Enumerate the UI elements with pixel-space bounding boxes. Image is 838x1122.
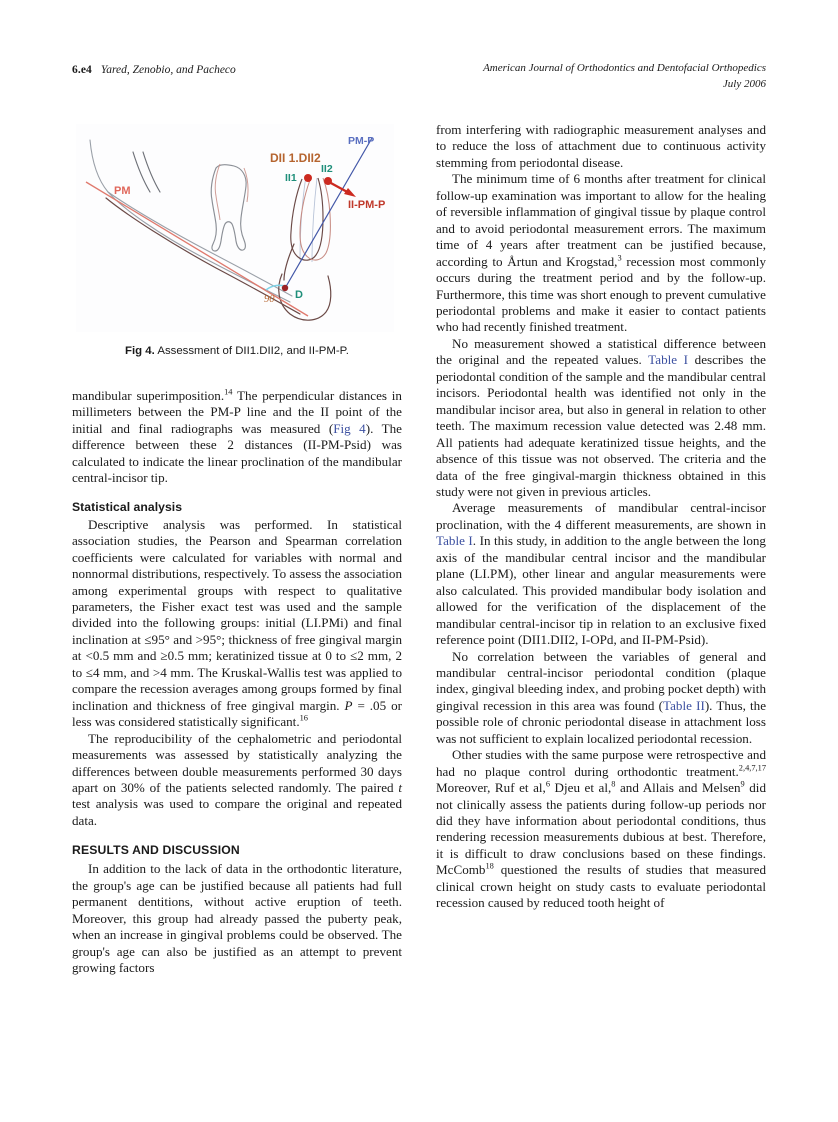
running-head-left xyxy=(72,60,236,78)
subhead-statistical-analysis: Statistical analysis xyxy=(72,499,183,514)
italic-text: t xyxy=(398,779,402,795)
p-reproducibility: The reproducibility of the cephalometric and periodontal measurements was assessed by statistically analyzing the differences between double measurements performed 30 days apart on 30% of the patients selected randomly. The paired t test analysis was used to compare the original and repeated data. xyxy=(72,730,402,828)
page-folio: 6.e4 xyxy=(72,64,92,76)
figure-label-d: D xyxy=(295,289,303,301)
point-d-marker xyxy=(282,285,288,291)
figure-label-pm: PM xyxy=(114,185,131,197)
figure-number: Fig 4. xyxy=(125,345,155,357)
p-descriptive: Descriptive analysis was performed. In statistical association studies, the Pearson and Spearman correlation coefficients were calculated for variables with normal and nonnormal distributions, respectively. To assess the association among experimental groups with respect to qualitative parameters, the Fisher exact test was used and the sample divided into the following groups: initial (LI.PMi) and final inclination at ≤95° and >95°; thickness of free gingival margin at <0.5 mm and ≥0.5 mm; keratinized tissue at 0 to ≤2 mm, 2 to ≤4 mm, and >4 mm. The Kruskal-Wallis test was applied to compare the recession averages among groups formed by final inclination and thickness of free gingival margin. P = .05 or less was considered statistically significant.$^{16}$ xyxy=(72,516,402,730)
running-head xyxy=(72,60,766,104)
p-interfering: from interfering with radiographic measurement analyses and to reduce the loss of attachment due to continuous activity stemming from periodontal disease. xyxy=(436,122,766,170)
cross-reference-link[interactable]: Fig 4 xyxy=(333,420,366,436)
figure-label-ii-pm-p: II-PM-P xyxy=(348,199,386,211)
figure-label-angle: 90 xyxy=(264,294,275,305)
cross-reference-link[interactable]: Table I xyxy=(436,533,473,549)
citation-superscript: 9 xyxy=(740,779,745,789)
cross-reference-link[interactable]: Table I xyxy=(648,352,689,368)
running-head-authors: Yared, Zenobio, and Pacheco xyxy=(100,64,236,76)
left-column xyxy=(72,388,402,977)
section-results-and-discussion: RESULTS AND DISCUSSION xyxy=(72,843,240,858)
figure-label-ii2: II2 xyxy=(321,163,333,175)
p-lack-of-data: In addition to the lack of data in the orthodontic literature, the group's age can be justified because all patients had full permanent dentitions, without active eruption of teeth. Moreover, this group had already passed the puberty peak, when an increase in gingival problems could be observed. The group's age can also be justified as an attempt to prevent growing factors xyxy=(72,861,402,976)
citation-superscript: 3 xyxy=(617,253,622,263)
figure-label-pm-p: PM-P xyxy=(348,135,375,147)
issue-date: July 2006 xyxy=(722,78,766,90)
running-head-right xyxy=(483,60,766,92)
p-no-measurement: No measurement showed a statistical difference between the original and the repeated values. Table I describes the periodontal condition of the sample and the mandibular central incisors. Periodontal health was identified not only in the mandibular incisor area, but also in general in relation to other teeth. The maximum recession value detected was 2.48 mm. All patients had adequate keratinized tissue heights, and the absence of this tissue was not observed. The criteria and the data of the free gingival-margin thickness obtained in this study were not given in previous articles. xyxy=(436,335,766,499)
figure-caption-text: Assessment of DII1.DII2, and II-PM-P. xyxy=(157,345,349,357)
citation-superscript: 6 xyxy=(545,779,551,789)
p-no-correlation: No correlation between the variables of general and mandibular central-incisor periodontal condition (plaque index, gingival bleeding index, and probing pocket depth) with gingival recession in this area was found (Table II). Thus, the possible role of chronic periodontal disease in attachment loss was not sufficient to explain localized periodontal recession. xyxy=(436,648,767,746)
journal-title: American Journal of Orthodontics and Dentofacial Orthopedics xyxy=(483,62,766,74)
p-average-measurements: Average measurements of mandibular central-incisor proclination, with the 4 different measurements, are shown in Table I. In this study, in addition to the angle between the long axis of the mandibular central incisor and the mandibular plane (LI.PM), other linear and angular measurements were also calculated. This provided mandibular body isolation and allowed for the verification of the displacement of the mandibular central-incisor tip in relation to an exclusive fixed reference point (DII1.DII2, I-OPd, and II-PM-Psid). xyxy=(436,500,766,648)
figure-4 xyxy=(72,124,402,359)
italic-text: P xyxy=(344,697,353,713)
cephalometric-tracing-image xyxy=(76,124,394,332)
figure-label-dii: DII 1.DII2 xyxy=(270,151,321,165)
citation-superscript: 16 xyxy=(299,713,308,723)
citation-superscript: 2,4,7,17 xyxy=(738,763,766,773)
figure-caption xyxy=(72,344,402,359)
p-superimposition: mandibular superimposition.$^{14}$ The perpendicular distances in millimeters between the PM-P line and the II point of the initial and final radiographs was measured (Fig 4). The difference between these 2 distances (II-PM-Psid) was calculated to indicate the linear proclination of the mandibular central-incisor tip. xyxy=(72,387,402,486)
citation-superscript: 14 xyxy=(224,387,233,397)
figure-label-ii1: II1 xyxy=(285,172,297,184)
cross-reference-link[interactable]: Table II xyxy=(663,697,705,713)
citation-superscript: 8 xyxy=(611,779,616,789)
point-ii1-marker xyxy=(304,174,312,182)
citation-superscript: 18 xyxy=(485,862,494,872)
p-other-studies: Other studies with the same purpose were retrospective and had no plaque control during orthodontic treatment.$^{2,4,7,17}$ Moreover, Ruf et al,$^6$ Djeu et al,$^8$ and Allais and Melsen$^9$ did not clinically assess the patients during follow-up periods nor did they have information about periodontal conditions, thus rendering recession measurements dubious at best. Therefore, it is difficult to draw conclusions based on these findings. McComb$^{18}$ questioned the results of studies that measured clinical crown height on study casts to evaluate periodontal recession caused by reduced tooth height of xyxy=(436,747,766,911)
right-column xyxy=(436,122,766,912)
p-minimum-time: The minimum time of 6 months after treatment for clinical follow-up examination was important to allow for the healing of reversible inflammation of gingival tissue by plaque control and to avoid periodontal measurement errors. The maximum time of 4 years after treatment can be justified because, according to Årtun and Krogstad,$^3$ recession most commonly occurs during the treatment period and by the follow-up. Furthermore, this time was short enough to prevent cumulative periodontal problems and make it easier to contact patients who had recently finished treatment. xyxy=(436,171,766,335)
